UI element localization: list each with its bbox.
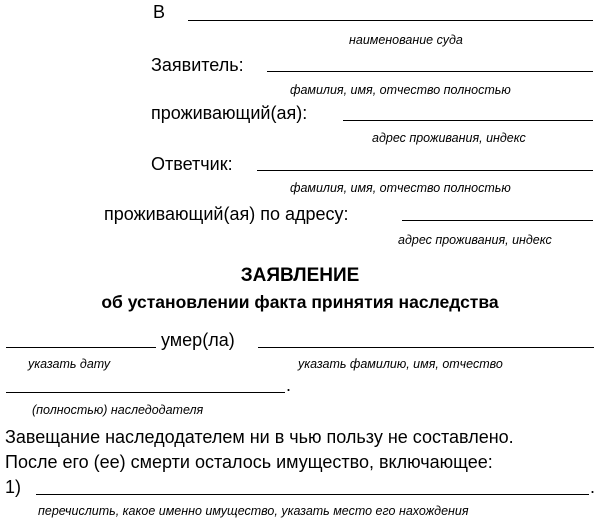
item-1-period: . (590, 477, 596, 497)
defendant-address-hint: адрес проживания, индекс (398, 233, 552, 247)
paragraph-line-2: После его (ее) смерти осталось имущество, включающее: (5, 452, 493, 472)
date-hint: указать дату (28, 357, 111, 371)
document-title: ЗАЯВЛЕНИЕ (240, 265, 360, 286)
to-prefix: В (153, 2, 166, 22)
testator-hint: (полностью) наследодателя (32, 403, 204, 417)
defendant-name-field[interactable] (257, 170, 593, 171)
property-item-1-field[interactable] (36, 494, 589, 495)
court-name-field[interactable] (188, 20, 593, 21)
applicant-residing-label: проживающий(ая): (151, 103, 308, 123)
applicant-address-hint: адрес проживания, индекс (372, 131, 526, 145)
defendant-address-field[interactable] (402, 220, 593, 221)
testator-name-field[interactable] (258, 347, 594, 348)
defendant-name-hint: фамилия, имя, отчество полностью (290, 181, 511, 195)
died-label: умер(ла) (161, 330, 235, 350)
item-1-number: 1) (5, 477, 22, 497)
death-date-field[interactable] (6, 347, 156, 348)
defendant-label: Ответчик: (151, 154, 233, 174)
defendant-residing-label: проживающий(ая) по адресу: (104, 204, 349, 224)
name-period: . (286, 375, 292, 395)
applicant-name-field[interactable] (267, 71, 593, 72)
testator-name-continued-field[interactable] (6, 392, 285, 393)
document-subtitle: об установлении факта принятия наследства (101, 292, 499, 312)
property-hint: перечислить, какое именно имущество, указать место его нахождения (38, 504, 469, 518)
applicant-address-field[interactable] (343, 120, 593, 121)
paragraph-line-1: Завещание наследодателем ни в чью пользу не составлено. (5, 427, 514, 447)
applicant-name-hint: фамилия, имя, отчество полностью (290, 83, 511, 97)
court-name-hint: наименование суда (349, 33, 463, 47)
applicant-label: Заявитель: (151, 55, 244, 75)
name-hint: указать фамилию, имя, отчество (298, 357, 503, 371)
